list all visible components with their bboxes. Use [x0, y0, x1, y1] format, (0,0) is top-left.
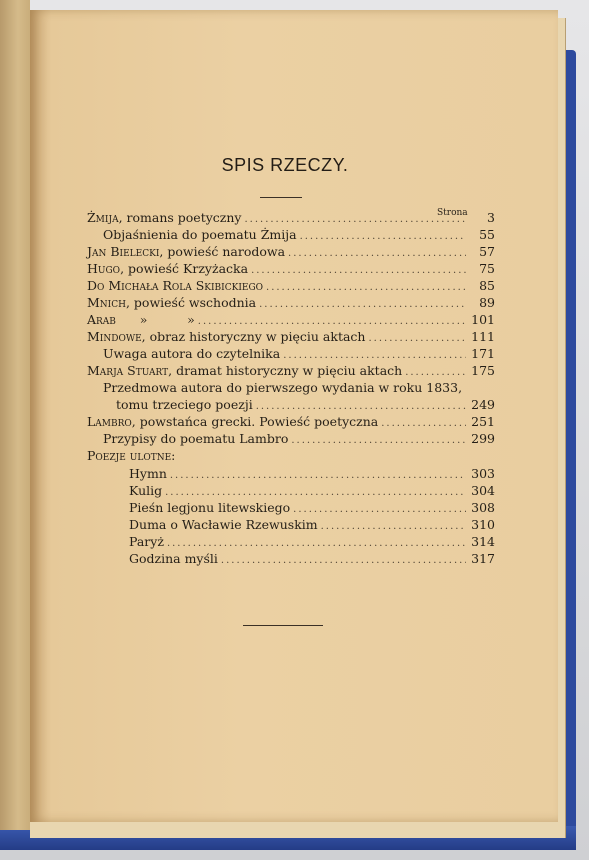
toc-entry	[87, 414, 495, 431]
toc-entry	[103, 227, 495, 244]
toc-entry-page: 55	[479, 227, 495, 242]
toc-entry-lead: Do Michała Rola Skibickiego	[87, 278, 264, 293]
toc-entry-page: 303	[471, 466, 495, 481]
toc-entry-page: 171	[471, 346, 495, 361]
toc-entry	[103, 346, 495, 363]
toc-entry-text: Przypisy do poematu Lambro	[103, 431, 289, 446]
toc-entry-page: 75	[479, 261, 495, 276]
toc-entry	[87, 363, 495, 380]
toc-entry	[87, 295, 495, 312]
toc-entry-page: 310	[471, 517, 495, 532]
toc-entry-text: Godzina myśli	[129, 551, 218, 566]
left-page-edge	[0, 0, 30, 830]
toc-entry	[87, 278, 495, 295]
toc-entry-page: 251	[471, 414, 495, 429]
leader-dots	[291, 435, 466, 446]
leader-dots	[368, 333, 466, 344]
toc-entry-text: , powstańca grecki. Powieść poetyczna	[131, 414, 379, 429]
toc-entry-page: 89	[479, 295, 495, 310]
leader-dots	[170, 470, 466, 481]
leader-dots	[198, 316, 466, 327]
toc-entry-lead: Jan Bielecki	[87, 244, 160, 259]
toc-entry	[87, 329, 495, 346]
toc-entry	[129, 466, 495, 483]
toc-entry-page: 314	[471, 534, 495, 549]
leader-dots	[321, 521, 466, 532]
toc-entry-text: , obraz historyczny w pięciu aktach	[141, 329, 366, 344]
toc-section-heading	[87, 448, 175, 463]
toc-entry-text: Przedmowa autora do pierwszego wydania w roku 1833,	[103, 380, 463, 395]
table-of-contents	[30, 10, 558, 822]
book-page	[30, 10, 558, 822]
toc-entry-text: Paryż	[129, 534, 164, 549]
toc-entry	[116, 397, 495, 414]
toc-entry-page: 249	[471, 397, 495, 412]
toc-entry	[129, 483, 495, 500]
leader-dots	[167, 538, 466, 549]
toc-entry-text: Objaśnienia do poematu Żmija	[103, 227, 297, 242]
toc-entry-page: 304	[471, 483, 495, 498]
page-title: SPIS RZECZY.	[221, 155, 349, 175]
toc-entry-lead: Poezje ulotne	[87, 448, 172, 463]
toc-entry-text: Uwaga autora do czytelnika	[103, 346, 281, 361]
bottom-rule	[243, 625, 323, 626]
leader-dots	[244, 214, 466, 225]
toc-entry-page: 111	[471, 329, 495, 344]
toc-entry-page: 308	[471, 500, 495, 515]
toc-entry	[129, 517, 495, 534]
leader-dots	[256, 401, 466, 412]
toc-entry-lead: Żmija	[87, 210, 119, 225]
leader-dots	[405, 367, 466, 378]
toc-entry-page: 3	[487, 210, 495, 225]
toc-entry	[87, 210, 495, 227]
toc-entry-page: 299	[471, 431, 495, 446]
leader-dots	[288, 248, 466, 259]
leader-dots	[259, 299, 466, 310]
toc-entry-text: » »	[115, 312, 195, 327]
toc-entry-text: :	[171, 448, 176, 463]
leader-dots	[221, 555, 466, 566]
toc-entry	[87, 244, 495, 261]
toc-entry	[87, 261, 495, 278]
toc-entry	[129, 534, 495, 551]
toc-entry-text: Hymn	[129, 466, 167, 481]
leader-dots	[165, 487, 466, 498]
leader-dots	[381, 418, 466, 429]
toc-entry-text: Duma o Wacławie Rzewuskim	[129, 517, 318, 532]
leader-dots	[266, 282, 466, 293]
toc-entry-text: , romans poetyczny	[118, 210, 242, 225]
toc-entry	[129, 551, 495, 568]
page-column-label: Strona	[437, 208, 468, 218]
toc-entry	[129, 500, 495, 517]
toc-entry-text: Pieśn legjonu litewskiego	[129, 500, 291, 515]
toc-entry-page: 85	[479, 278, 495, 293]
toc-entry-lead: Marja Stuart	[87, 363, 169, 378]
leader-dots	[283, 350, 466, 361]
toc-entry-text: tomu trzeciego poezji	[116, 397, 253, 412]
toc-entry-text: , powieść narodowa	[159, 244, 286, 259]
toc-entry-lead: Mnich	[87, 295, 126, 310]
toc-entry-lead: Mindowe	[87, 329, 142, 344]
toc-entry-text: , powieść Krzyżacka	[120, 261, 249, 276]
leader-dots	[300, 231, 466, 242]
toc-entry-page: 57	[479, 244, 495, 259]
leader-dots	[293, 504, 466, 515]
toc-entry	[87, 312, 495, 329]
leader-dots	[251, 265, 466, 276]
toc-entry-lead: Lambro	[87, 414, 132, 429]
toc-entry-lead: Arab	[87, 312, 116, 327]
toc-entry-page: 175	[471, 363, 495, 378]
toc-entry-text: Kulig	[129, 483, 163, 498]
toc-entry	[103, 431, 495, 448]
toc-entry-text: , powieść wschodnia	[125, 295, 257, 310]
toc-entry-lead: Hugo	[87, 261, 121, 276]
toc-entry-text: , dramat historyczny w pięciu aktach	[168, 363, 403, 378]
toc-entry-page: 317	[471, 551, 495, 566]
toc-entry-page: 101	[471, 312, 495, 327]
